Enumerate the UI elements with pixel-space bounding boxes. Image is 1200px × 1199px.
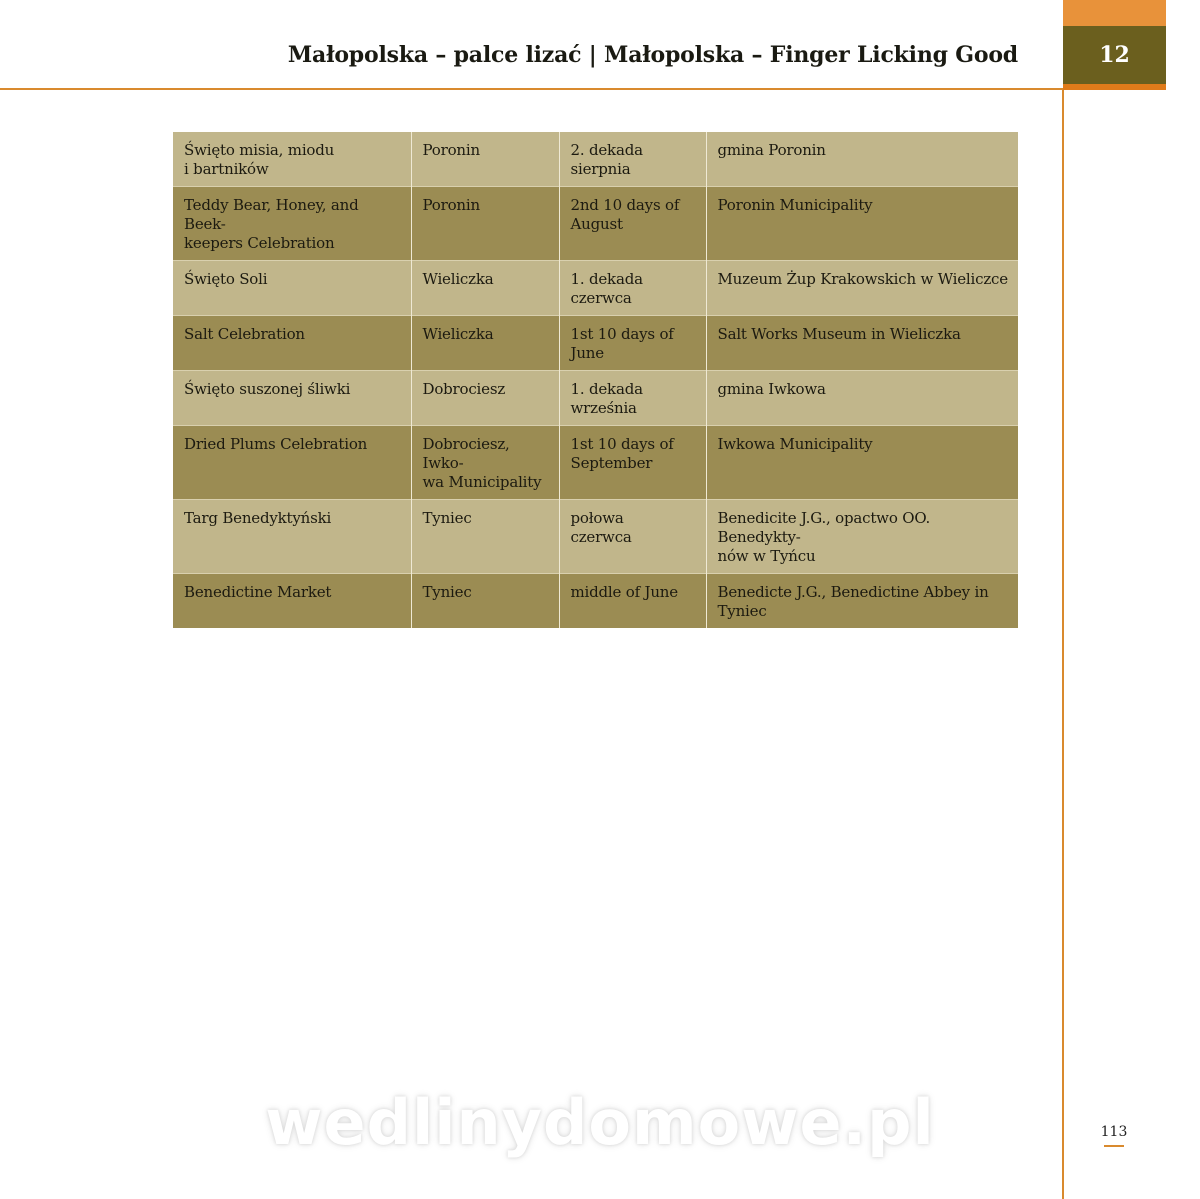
- watermark-text: wedlinydomowe.pl: [265, 1086, 935, 1159]
- organizer-cell: Iwkowa Municipality: [706, 426, 1018, 500]
- organizer-cell: Benedicite J.G., opactwo OO. Benedykty- nów w Tyńcu: [706, 500, 1018, 574]
- location-cell: Dobrociesz, Iwko- wa Municipality: [411, 426, 559, 500]
- table-row: [173, 261, 1018, 316]
- organizer-cell: gmina Iwkowa: [706, 371, 1018, 426]
- chapter-number: 12: [1063, 26, 1166, 84]
- page-number-underline: [1104, 1145, 1124, 1147]
- date-cell: połowa czerwca: [559, 500, 706, 574]
- location-cell: Wieliczka: [411, 316, 559, 371]
- date-cell: 1st 10 days of June: [559, 316, 706, 371]
- organizer-cell: Muzeum Żup Krakowskich w Wieliczce: [706, 261, 1018, 316]
- chapter-tab: [1063, 0, 1166, 90]
- event-name-cell: Salt Celebration: [173, 316, 411, 371]
- location-cell: Poronin: [411, 132, 559, 187]
- date-cell: 2nd 10 days of August: [559, 187, 706, 261]
- chapter-tab-top-band: [1063, 0, 1166, 26]
- header-divider: [0, 88, 1064, 90]
- location-cell: Poronin: [411, 187, 559, 261]
- event-name-cell: Święto suszonej śliwki: [173, 371, 411, 426]
- event-name-cell: Targ Benedyktyński: [173, 500, 411, 574]
- table-row: [173, 426, 1018, 500]
- organizer-cell: Salt Works Museum in Wieliczka: [706, 316, 1018, 371]
- date-cell: 1. dekada września: [559, 371, 706, 426]
- date-cell: 1st 10 days of September: [559, 426, 706, 500]
- table-row: [173, 500, 1018, 574]
- date-cell: 1. dekada czerwca: [559, 261, 706, 316]
- page-number: 113: [1100, 1124, 1128, 1140]
- table-row: [173, 371, 1018, 426]
- table-row: [173, 316, 1018, 371]
- location-cell: Dobrociesz: [411, 371, 559, 426]
- location-cell: Tyniec: [411, 574, 559, 629]
- date-cell: 2. dekada sierpnia: [559, 132, 706, 187]
- chapter-tab-bottom-band: [1063, 84, 1166, 90]
- date-cell: middle of June: [559, 574, 706, 629]
- event-name-cell: Teddy Bear, Honey, and Beek- keepers Celebration: [173, 187, 411, 261]
- event-name-cell: Święto Soli: [173, 261, 411, 316]
- organizer-cell: Benedicte J.G., Benedictine Abbey in Tyniec: [706, 574, 1018, 629]
- event-name-cell: Benedictine Market: [173, 574, 411, 629]
- organizer-cell: Poronin Municipality: [706, 187, 1018, 261]
- event-name-cell: Dried Plums Celebration: [173, 426, 411, 500]
- running-header-title: Małopolska – palce lizać | Małopolska – Finger Licking Good: [287, 42, 1018, 68]
- margin-divider: [1062, 88, 1064, 1199]
- events-table: [173, 132, 1018, 628]
- location-cell: Wieliczka: [411, 261, 559, 316]
- location-cell: Tyniec: [411, 500, 559, 574]
- table-row: [173, 132, 1018, 187]
- table-row: [173, 574, 1018, 629]
- event-name-cell: Święto misia, miodu i bartników: [173, 132, 411, 187]
- table-row: [173, 187, 1018, 261]
- organizer-cell: gmina Poronin: [706, 132, 1018, 187]
